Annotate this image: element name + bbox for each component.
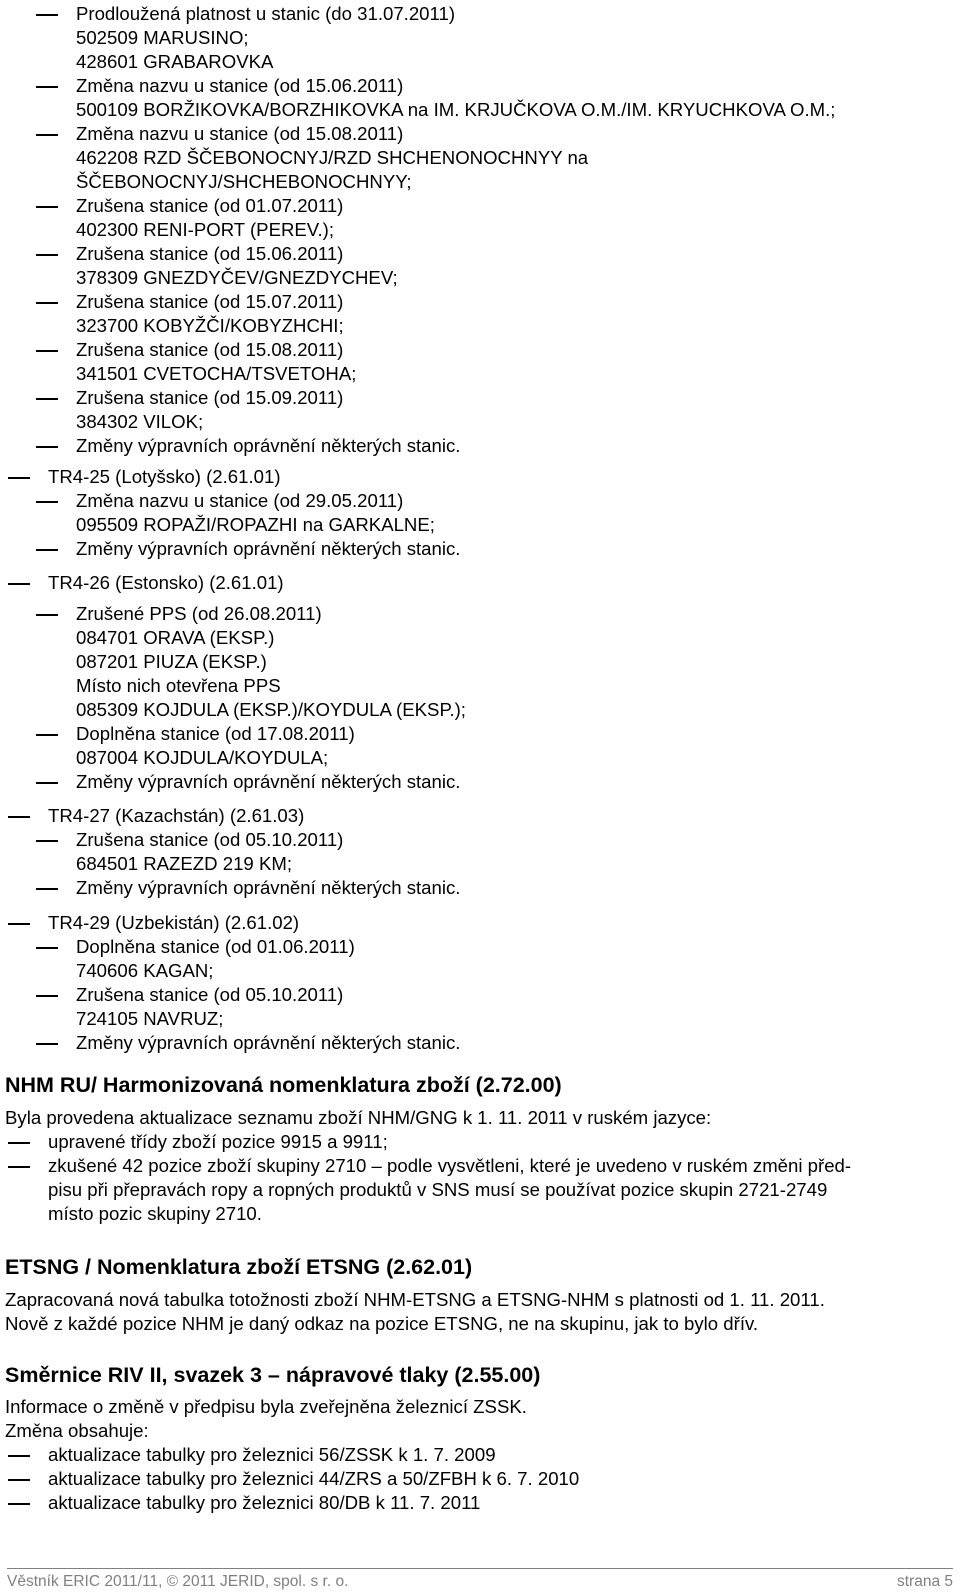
text-line: Nově z každé pozice NHM je daný odkaz na pozice ETSNG, ne na skupinu, jak to bylo dřív.: [5, 1313, 759, 1334]
list-item: upravené třídy zboží pozice 9915 a 9911;: [48, 1131, 388, 1152]
section-heading: Směrnice RIV II, svazek 3 – nápravové tlaky (2.55.00): [5, 1363, 541, 1387]
text-line: Změna obsahuje:: [5, 1420, 149, 1441]
list-item: Zrušena stanice (od 15.07.2011): [76, 291, 344, 312]
list-item: Změny výpravních oprávnění některých stanic.: [76, 435, 461, 456]
text-line: 402300 RENI-PORT (PEREV.);: [76, 219, 335, 240]
list-item: zkušené 42 pozice zboží skupiny 2710 – podle vysvětleni, které je uvedeno v ruském změni před-: [48, 1155, 852, 1176]
text-line: 341501 CVETOCHA/TSVETOHA;: [76, 363, 357, 384]
list-item: Změny výpravních oprávnění některých stanic.: [76, 771, 461, 792]
list-item: Zrušena stanice (od 15.06.2011): [76, 243, 344, 264]
text-line: 428601 GRABAROVKA: [76, 51, 274, 72]
text-line: 095509 ROPAŽI/ROPAZHI na GARKALNE;: [76, 514, 435, 535]
text-line: 087201 PIUZA (EKSP.): [76, 651, 267, 672]
list-item: aktualizace tabulky pro železnici 56/ZSSK k 1. 7. 2009: [48, 1444, 496, 1465]
list-item: Doplněna stanice (od 17.08.2011): [76, 723, 355, 744]
list-item: Zrušena stanice (od 15.09.2011): [76, 387, 344, 408]
list-item: Zrušena stanice (od 15.08.2011): [76, 339, 344, 360]
list-item: Změna nazvu u stanice (od 15.08.2011): [76, 123, 404, 144]
list-item: aktualizace tabulky pro železnici 80/DB k 11. 7. 2011: [48, 1492, 481, 1513]
text-line: 085309 KOJDULA (EKSP.)/KOYDULA (EKSP.);: [76, 699, 466, 720]
text-line: 740606 KAGAN;: [76, 960, 214, 981]
section-heading: ETSNG / Nomenklatura zboží ETSNG (2.62.01): [5, 1255, 473, 1279]
text-line: 500109 BORŽIKOVKA/BORZHIKOVKA na IM. KRJUČKOVA O.M./IM. KRYUCHKOVA O.M.;: [76, 99, 836, 120]
list-item: Zrušena stanice (od 05.10.2011): [76, 984, 344, 1005]
footer-publication: Věstník ERIC 2011/11, © 2011 JERID, spol. s r. o.: [7, 1573, 349, 1590]
list-item: Změny výpravních oprávnění některých stanic.: [76, 877, 461, 898]
text-line: 462208 RZD ŠČEBONOCNYJ/RZD SHCHENONOCHNYY na: [76, 147, 589, 168]
text-line: 684501 RAZEZD 219 KM;: [76, 853, 292, 874]
text-line: Informace o změně v předpisu byla zveřejněna železnicí ZSSK.: [5, 1396, 527, 1417]
list-item: Doplněna stanice (od 01.06.2011): [76, 936, 355, 957]
text-line: 323700 KOBYŽČI/KOBYZHCHI;: [76, 315, 344, 336]
list-item: Prodloužená platnost u stanic (do 31.07.2011): [76, 3, 456, 24]
section-item: TR4-25 (Lotyšsko) (2.61.01): [48, 466, 281, 487]
text-line: 084701 ORAVA (EKSP.): [76, 627, 275, 648]
section-item: TR4-26 (Estonsko) (2.61.01): [48, 572, 284, 593]
text-line: Zapracovaná nová tabulka totožnosti zboží NHM-ETSNG a ETSNG-NHM s platnosti od 1. 11. 2011.: [5, 1289, 825, 1310]
text-line: místo pozic skupiny 2710.: [48, 1203, 262, 1224]
section-item: TR4-29 (Uzbekistán) (2.61.02): [48, 912, 300, 933]
text-line: 724105 NAVRUZ;: [76, 1008, 224, 1029]
text-line: Byla provedena aktualizace seznamu zboží NHM/GNG k 1. 11. 2011 v ruském jazyce:: [5, 1107, 712, 1128]
list-item: Zrušena stanice (od 05.10.2011): [76, 829, 344, 850]
list-item: Zrušené PPS (od 26.08.2011): [76, 603, 322, 624]
text-line: 384302 VILOK;: [76, 411, 204, 432]
text-line: ŠČEBONOCNYJ/SHCHEBONOCHNYY;: [76, 171, 412, 192]
text-line: 502509 MARUSINO;: [76, 27, 249, 48]
footer-page-number: strana 5: [896, 1573, 953, 1590]
text-line: Místo nich otevřena PPS: [76, 675, 281, 696]
text-line: 378309 GNEZDYČEV/GNEZDYCHEV;: [76, 267, 398, 288]
list-item: Změny výpravních oprávnění některých stanic.: [76, 538, 461, 559]
section-item: TR4-27 (Kazachstán) (2.61.03): [48, 805, 305, 826]
section-heading: NHM RU/ Harmonizovaná nomenklatura zboží (2.72.00): [5, 1073, 562, 1097]
text-line: pisu při přepravách ropy a ropných produktů v SNS musí se používat pozice skupin 2721-2749: [48, 1179, 828, 1200]
list-item: Změna nazvu u stanice (od 29.05.2011): [76, 490, 404, 511]
list-item: Změna nazvu u stanice (od 15.06.2011): [76, 75, 404, 96]
text-line: 087004 KOJDULA/KOYDULA;: [76, 747, 329, 768]
list-item: aktualizace tabulky pro železnici 44/ZRS a 50/ZFBH k 6. 7. 2010: [48, 1468, 580, 1489]
footer-divider: [7, 1568, 953, 1569]
list-item: Zrušena stanice (od 01.07.2011): [76, 195, 344, 216]
list-item: Změny výpravních oprávnění některých stanic.: [76, 1032, 461, 1053]
